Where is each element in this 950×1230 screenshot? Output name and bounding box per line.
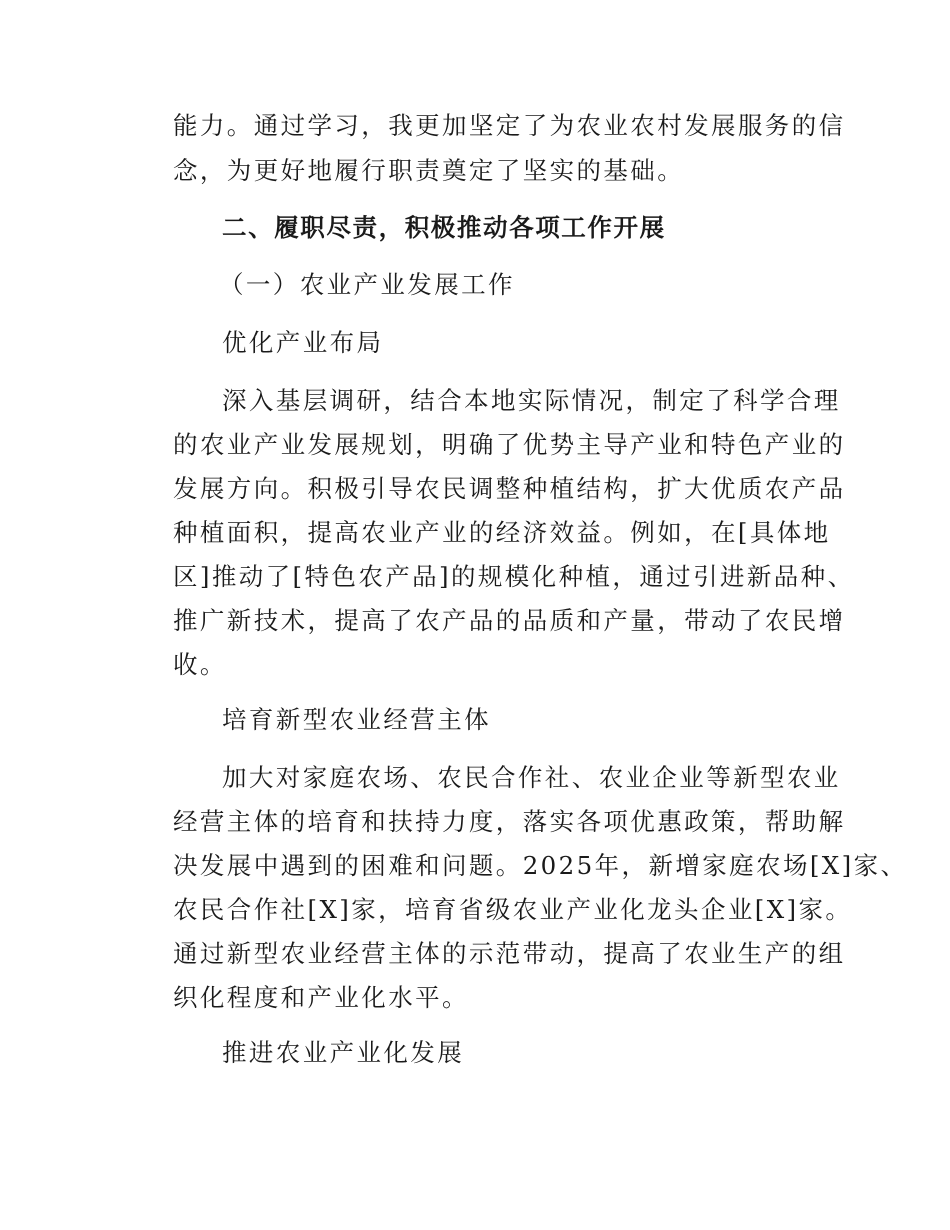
topic-title-new-business-entities: 培育新型农业经营主体 xyxy=(222,705,491,734)
paragraph-line: 经营主体的培育和扶持力度，落实各项优惠政策，帮助解 xyxy=(173,807,846,836)
paragraph-line: 织化程度和产业化水平。 xyxy=(173,983,469,1012)
paragraph-line: 农民合作社[X]家，培育省级农业产业化龙头企业[X]家。 xyxy=(173,895,853,924)
paragraph-line: 种植面积，提高农业产业的经济效益。例如，在[具体地 xyxy=(173,518,831,547)
paragraph-line: 能力。通过学习，我更加坚定了为农业农村发展服务的信 xyxy=(173,111,846,140)
paragraph-line: 加大对家庭农场、农民合作社、农业企业等新型农业 xyxy=(222,763,841,792)
paragraph-line: 的农业产业发展规划，明确了优势主导产业和特色产业的 xyxy=(173,430,846,459)
topic-title-industry-layout: 优化产业布局 xyxy=(222,328,384,357)
paragraph-line: 区]推动了[特色农产品]的规模化种植，通过引进新品种、 xyxy=(173,562,855,591)
topic-title-industrialization: 推进农业产业化发展 xyxy=(222,1038,465,1067)
paragraph-line: 发展方向。积极引导农民调整种植结构，扩大优质农产品 xyxy=(173,474,846,503)
paragraph-line: 收。 xyxy=(173,650,227,679)
paragraph-line: 决发展中遇到的困难和问题。2025年，新增家庭农场[X]家、 xyxy=(173,851,908,880)
paragraph-line: 推广新技术，提高了农产品的品质和产量，带动了农民增 xyxy=(173,606,846,635)
paragraph-line: 深入基层调研，结合本地实际情况，制定了科学合理 xyxy=(222,386,841,415)
subsection-heading: （一）农业产业发展工作 xyxy=(219,270,515,299)
paragraph-line: 念，为更好地履行职责奠定了坚实的基础。 xyxy=(173,156,685,185)
section-heading: 二、履职尽责，积极推动各项工作开展 xyxy=(222,213,666,242)
paragraph-line: 通过新型农业经营主体的示范带动，提高了农业生产的组 xyxy=(173,939,846,968)
